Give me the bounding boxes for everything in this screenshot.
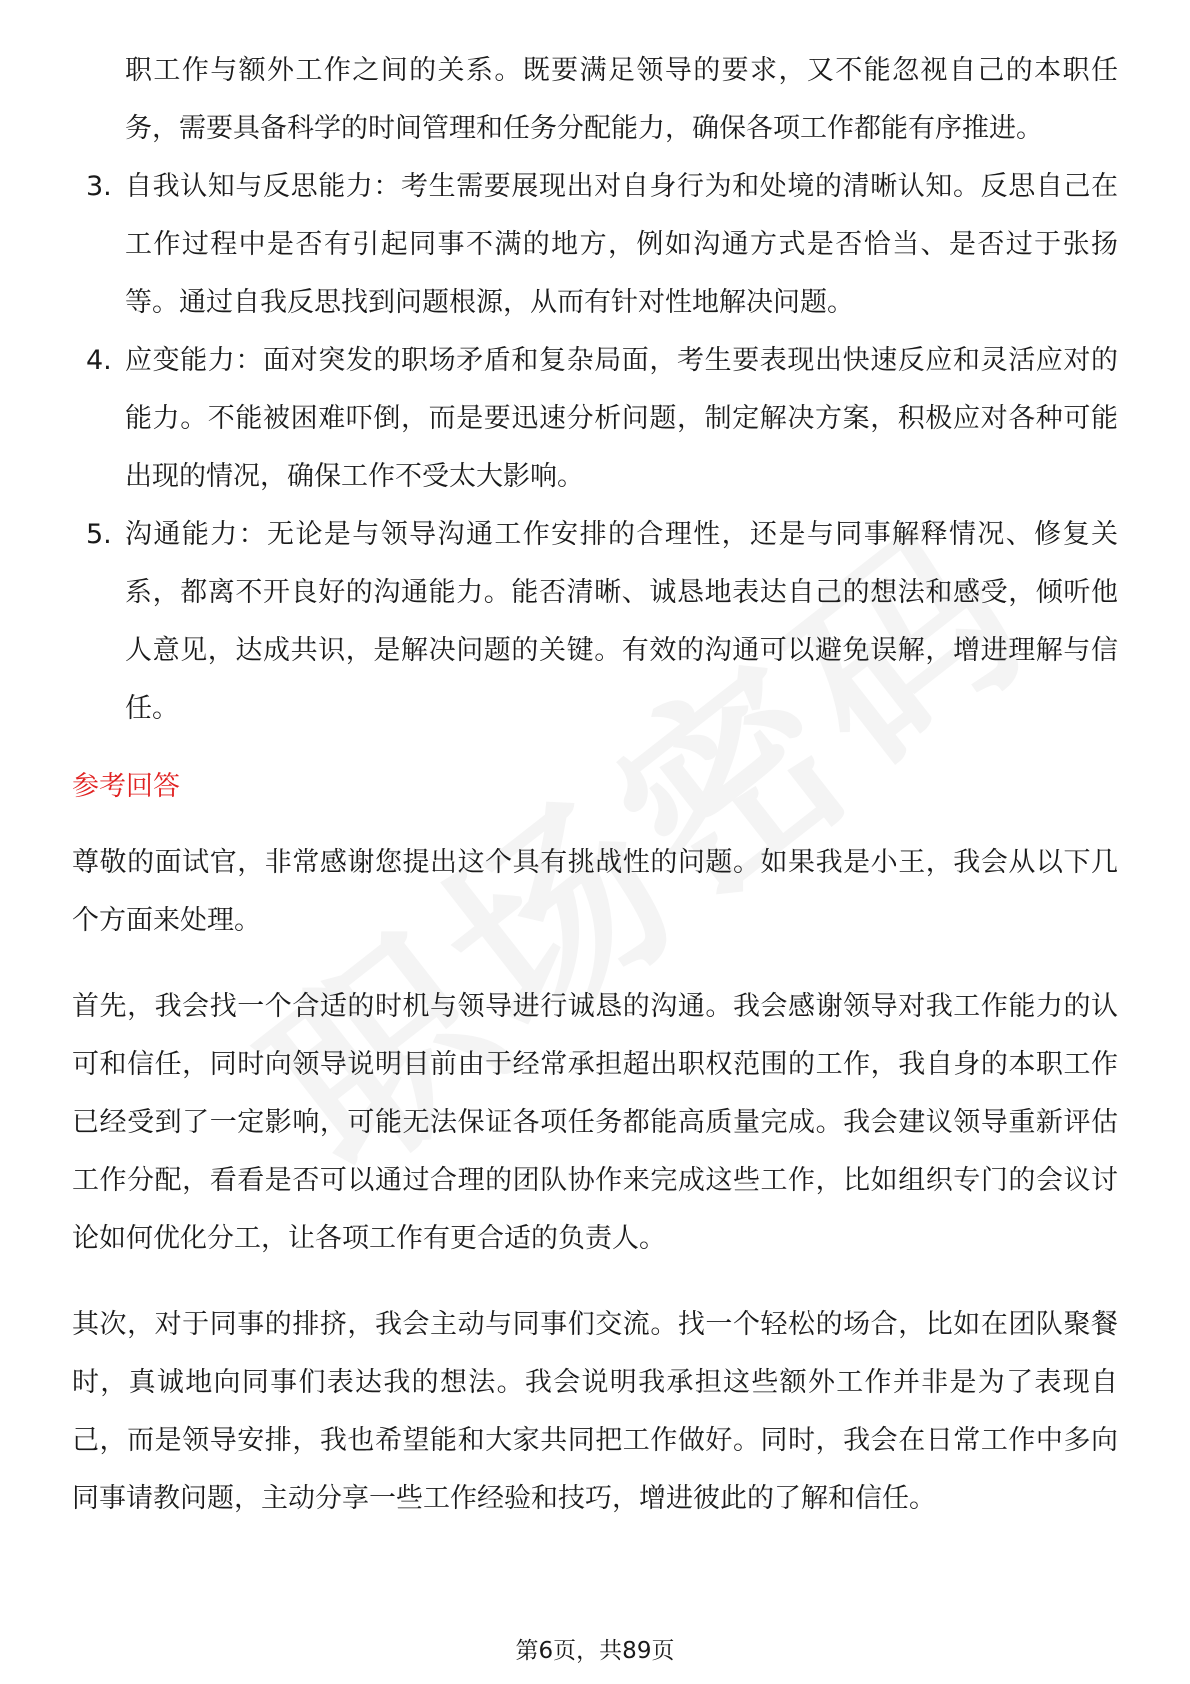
list-item-text: 自我认知与反思能力：考生需要展现出对自身行为和处境的清晰认知。反思自己在工作过程中是否有引起同事不满的地方，例如沟通方式是否恰当、是否过于张扬等。通过自我反思找到问题根源，从而有针对性地解决问题。: [125, 171, 1118, 318]
answer-paragraph: 首先，我会找一个合适的时机与领导进行诚恳的沟通。我会感谢领导对我工作能力的认可和信任，同时向领导说明目前由于经常承担超出职权范围的工作，我自身的本职工作已经受到了一定影响，可能无法保证各项任务都能高质量完成。我会建议领导重新评估工作分配，看看是否可以通过合理的团队协作来完成这些工作，比如组织专门的会议讨论如何优化分工，让各项工作有更合适的负责人。: [72, 991, 1118, 1254]
section-heading: 参考回答: [72, 771, 180, 802]
list-item: [72, 332, 1118, 506]
list-item-number: 4.: [86, 345, 112, 376]
answer-paragraph: 尊敬的面试官，非常感谢您提出这个具有挑战性的问题。如果我是小王，我会从以下几个方面来处理。: [72, 847, 1118, 936]
list-item-text: 应变能力：面对突发的职场矛盾和复杂局面，考生要表现出快速反应和灵活应对的能力。不能被困难吓倒，而是要迅速分析问题，制定解决方案，积极应对各种可能出现的情况，确保工作不受太大影响。: [125, 345, 1118, 492]
ability-list: [72, 158, 1118, 738]
list-item-text: 沟通能力：无论是与领导沟通工作安排的合理性，还是与同事解释情况、修复关系，都离不开良好的沟通能力。能否清晰、诚恳地表达自己的想法和感受，倾听他人意见，达成共识，是解决问题的关键。有效的沟通可以避免误解，增进理解与信任。: [125, 519, 1118, 724]
list-item: [72, 506, 1118, 738]
list-item-number: 3.: [86, 171, 112, 202]
list-item: [72, 158, 1118, 332]
list-item-continuation: 职工作与额外工作之间的关系。既要满足领导的要求，又不能忽视自己的本职任务，需要具备科学的时间管理和任务分配能力，确保各项工作都能有序推进。: [125, 55, 1118, 144]
page-number: 第6页，共89页: [515, 1638, 675, 1664]
page-content: [72, 42, 1118, 1556]
answer-paragraph: 其次，对于同事的排挤，我会主动与同事们交流。找一个轻松的场合，比如在团队聚餐时，真诚地向同事们表达我的想法。我会说明我承担这些额外工作并非是为了表现自己，而是领导安排，我也希望能和大家共同把工作做好。同时，我会在日常工作中多向同事请教问题，主动分享一些工作经验和技巧，增进彼此的了解和信任。: [72, 1309, 1118, 1514]
list-item-number: 5.: [86, 519, 112, 550]
